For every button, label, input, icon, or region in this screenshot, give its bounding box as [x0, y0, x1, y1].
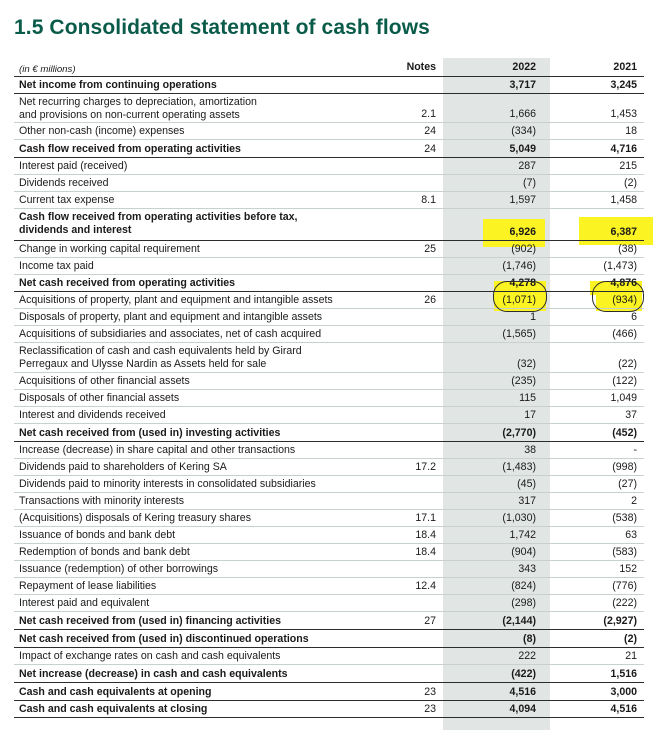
table-row [14, 561, 644, 578]
table-row [14, 309, 644, 326]
row-label: Current tax expense [19, 194, 115, 206]
row-value-2021: (2) [624, 633, 637, 645]
row-label: Net cash received from (used in) financing activities [19, 615, 281, 627]
row-label: Net cash received from (used in) discontinued operations [19, 633, 309, 645]
row-value-2022: 1,666 [509, 108, 536, 120]
table-row [14, 209, 644, 241]
row-label: Other non-cash (income) expenses [19, 125, 185, 137]
row-label: Repayment of lease liabilities [19, 580, 157, 592]
row-label: Interest and dividends received [19, 409, 166, 421]
table-row [14, 493, 644, 510]
row-label: (Acquisitions) disposals of Kering treasury shares [19, 512, 251, 524]
row-value-2021: - [633, 444, 637, 456]
table-row [14, 140, 644, 158]
row-label: Reclassification of cash and cash equivalents held by Girard Perregaux and Ulysse Nardin as Assets held for sale [19, 345, 302, 370]
row-value-2021: 6 [631, 311, 637, 323]
row-value-2021: 18 [625, 125, 637, 137]
row-notes: 2.1 [421, 108, 436, 120]
row-value-2022: (1,071) [502, 294, 536, 306]
row-label: Net income from continuing operations [19, 79, 217, 91]
table-row [14, 258, 644, 275]
table-row [14, 648, 644, 665]
table-row [14, 275, 644, 292]
row-value-2022: (1,483) [502, 461, 536, 473]
row-value-2022: 317 [518, 495, 536, 507]
row-notes: 24 [424, 143, 436, 155]
table-row [14, 241, 644, 258]
table-row [14, 175, 644, 192]
row-value-2021: (27) [618, 478, 637, 490]
table-row [14, 77, 644, 94]
row-notes: 18.4 [415, 546, 436, 558]
table-row [14, 343, 644, 373]
row-value-2021: (466) [612, 328, 637, 340]
row-label: Acquisitions of subsidiaries and associates, net of cash acquired [19, 328, 322, 340]
row-label: Net recurring charges to depreciation, amortization and provisions on non-current operating assets [19, 96, 257, 121]
row-notes: 18.4 [415, 529, 436, 541]
row-value-2022: 4,094 [509, 703, 536, 715]
row-label: Cash and cash equivalents at opening [19, 686, 212, 698]
table-row [14, 527, 644, 544]
notes-header: Notes [406, 61, 436, 73]
row-value-2022: 6,926 [509, 226, 536, 238]
row-label: Dividends paid to shareholders of Kering SA [19, 461, 227, 473]
row-value-2021: (583) [612, 546, 637, 558]
row-value-2021: 2 [631, 495, 637, 507]
row-label: Cash flow received from operating activities before tax, dividends and interest [19, 211, 298, 236]
row-label: Redemption of bonds and bank debt [19, 546, 190, 558]
row-value-2021: 152 [619, 563, 637, 575]
row-value-2021: 3,000 [610, 686, 637, 698]
table-row [14, 510, 644, 527]
row-value-2022: (422) [511, 668, 536, 680]
table-row [14, 459, 644, 476]
row-value-2022: (45) [517, 478, 536, 490]
row-label: Dividends paid to minority interests in consolidated subsidiaries [19, 478, 316, 490]
row-notes: 8.1 [421, 194, 436, 206]
row-value-2021: 4,516 [610, 703, 637, 715]
row-value-2021: (776) [612, 580, 637, 592]
table-row [14, 292, 644, 309]
page-title: 1.5 Consolidated statement of cash flows [14, 16, 430, 39]
row-value-2021: 63 [625, 529, 637, 541]
row-label: Transactions with minority interests [19, 495, 185, 507]
row-notes: 17.1 [415, 512, 436, 524]
row-label: Acquisitions of property, plant and equipment and intangible assets [19, 294, 333, 306]
row-value-2022: (235) [511, 375, 536, 387]
row-value-2022: (902) [511, 243, 536, 255]
table-row [14, 665, 644, 683]
row-value-2021: 1,516 [610, 668, 637, 680]
row-label: Cash flow received from operating activities [19, 143, 241, 155]
row-value-2021: (122) [612, 375, 637, 387]
table-row [14, 442, 644, 459]
row-value-2021: 37 [625, 409, 637, 421]
row-notes: 17.2 [415, 461, 436, 473]
row-label: Issuance of bonds and bank debt [19, 529, 176, 541]
table-row [14, 407, 644, 424]
table-row [14, 424, 644, 442]
row-value-2022: (1,030) [502, 512, 536, 524]
row-value-2021: (22) [618, 358, 637, 370]
table-row [14, 701, 644, 718]
row-value-2022: 4,278 [509, 277, 536, 289]
row-value-2021: 4,876 [610, 277, 637, 289]
row-value-2022: 222 [518, 650, 536, 662]
row-notes: 12.4 [415, 580, 436, 592]
row-label: Change in working capital requirement [19, 243, 200, 255]
table-row [14, 544, 644, 561]
table-row [14, 612, 644, 630]
table-row [14, 630, 644, 648]
row-value-2022: 1 [530, 311, 536, 323]
table-row [14, 158, 644, 175]
row-value-2022: 38 [524, 444, 536, 456]
row-value-2021: (38) [618, 243, 637, 255]
circle-annotation-2021-net-operating [592, 281, 644, 312]
row-value-2021: 21 [625, 650, 637, 662]
row-value-2021: (452) [612, 427, 637, 439]
row-value-2021: 1,458 [610, 194, 637, 206]
row-label: Disposals of property, plant and equipment and intangible assets [19, 311, 323, 323]
row-notes: 25 [424, 243, 436, 255]
row-value-2022: (1,746) [502, 260, 536, 272]
row-notes: 23 [424, 686, 436, 698]
row-value-2022: 1,742 [509, 529, 536, 541]
row-value-2021: (934) [612, 294, 637, 306]
row-label: Net increase (decrease) in cash and cash equivalents [19, 668, 288, 680]
row-label: Cash and cash equivalents at closing [19, 703, 208, 715]
table-row [14, 595, 644, 612]
row-label: Issuance (redemption) of other borrowings [19, 563, 219, 575]
row-label: Disposals of other financial assets [19, 392, 180, 404]
row-value-2022: 287 [518, 160, 536, 172]
table-row [14, 390, 644, 407]
table-header-row [14, 58, 644, 77]
table-row [14, 578, 644, 595]
row-value-2021: (998) [612, 461, 637, 473]
row-label: Income tax paid [19, 260, 94, 272]
row-label: Net cash received from (used in) investing activities [19, 427, 281, 439]
row-value-2022: 5,049 [509, 143, 536, 155]
table-row [14, 476, 644, 493]
row-value-2022: (8) [523, 633, 536, 645]
row-value-2021: (2,927) [603, 615, 637, 627]
row-value-2021: (222) [612, 597, 637, 609]
row-label: Interest paid (received) [19, 160, 128, 172]
row-notes: 23 [424, 703, 436, 715]
table-row [14, 373, 644, 390]
row-value-2022: 3,717 [509, 79, 536, 91]
row-value-2022: (334) [511, 125, 536, 137]
row-label: Net cash received from operating activities [19, 277, 236, 289]
row-value-2021: (538) [612, 512, 637, 524]
table-row [14, 94, 644, 123]
row-value-2021: 4,716 [610, 143, 637, 155]
row-value-2022: 4,516 [509, 686, 536, 698]
row-value-2022: 115 [519, 392, 536, 404]
row-value-2022: 1,597 [509, 194, 536, 206]
row-value-2022: (7) [523, 177, 536, 189]
row-value-2021: 6,387 [610, 226, 637, 238]
row-value-2022: (298) [511, 597, 536, 609]
row-value-2022: (2,770) [502, 427, 536, 439]
row-value-2022: 343 [518, 563, 536, 575]
table-row [14, 192, 644, 209]
row-label: Increase (decrease) in share capital and other transactions [19, 444, 296, 456]
row-label: Dividends received [19, 177, 109, 189]
row-value-2022: (2,144) [502, 615, 536, 627]
row-value-2021: (2) [624, 177, 637, 189]
row-value-2021: 1,049 [610, 392, 637, 404]
row-value-2021: (1,473) [603, 260, 637, 272]
row-value-2022: (904) [511, 546, 536, 558]
unit-label: (in € millions) [19, 64, 76, 75]
row-label: Acquisitions of other financial assets [19, 375, 190, 387]
table-row [14, 123, 644, 140]
circle-annotation-2022-net-operating [493, 281, 547, 312]
row-value-2021: 3,245 [610, 79, 637, 91]
row-value-2022: (1,565) [502, 328, 536, 340]
row-notes: 24 [424, 125, 436, 137]
row-label: Impact of exchange rates on cash and cash equivalents [19, 650, 281, 662]
row-value-2021: 215 [619, 160, 637, 172]
row-value-2022: (824) [511, 580, 536, 592]
row-value-2021: 1,453 [610, 108, 637, 120]
year-2021-header: 2021 [613, 61, 637, 73]
row-value-2022: 17 [524, 409, 536, 421]
row-value-2022: (32) [517, 358, 536, 370]
table-row [14, 326, 644, 343]
row-notes: 26 [424, 294, 436, 306]
row-label: Interest paid and equivalent [19, 597, 150, 609]
year-2022-header: 2022 [512, 61, 536, 73]
table-row [14, 683, 644, 701]
row-notes: 27 [424, 615, 436, 627]
